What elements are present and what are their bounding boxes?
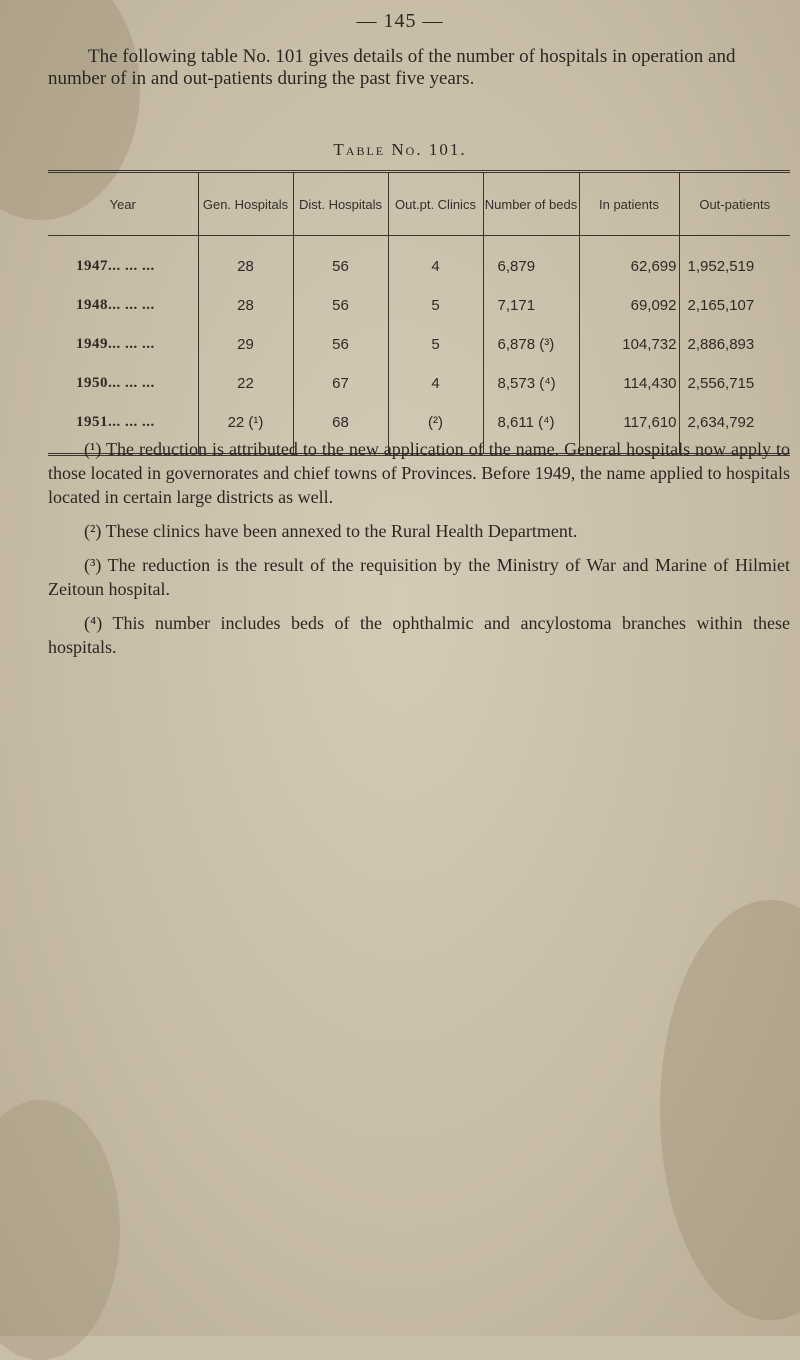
cell-in: 117,610 (579, 403, 679, 453)
cell-clinics: (²) (388, 403, 483, 453)
header-gen-hospitals: Gen. Hospitals (198, 173, 293, 236)
cell-year: 1950... ... ... (48, 364, 198, 403)
cell-in: 114,430 (579, 364, 679, 403)
header-in-patients: In patients (579, 173, 679, 236)
cell-beds: 8,611 (⁴) (483, 403, 579, 453)
cell-clinics: 5 (388, 325, 483, 364)
cell-year: 1948... ... ... (48, 286, 198, 325)
cell-gen: 22 (198, 364, 293, 403)
cell-in: 62,699 (579, 236, 679, 287)
table-row (48, 325, 790, 364)
cell-in: 69,092 (579, 286, 679, 325)
cell-year: 1949... ... ... (48, 325, 198, 364)
footnote (48, 553, 790, 601)
hospitals-table (48, 170, 790, 456)
cell-beds: 6,879 (483, 236, 579, 287)
footnote (48, 437, 790, 509)
cell-clinics: 5 (388, 286, 483, 325)
footnote-mark: (⁴) (84, 613, 103, 633)
footnotes (48, 437, 790, 669)
cell-out: 2,165,107 (687, 297, 755, 314)
table-caption: Table No. 101. (333, 140, 467, 159)
header-dist-hospitals: Dist. Hospitals (293, 173, 388, 236)
header-year: Year (48, 173, 198, 236)
footnote (48, 611, 790, 659)
footnote-mark: (³) (84, 555, 102, 575)
cell-dist: 68 (293, 403, 388, 453)
paper-stain (0, 1100, 120, 1360)
header-number-of-beds: Number of beds (483, 173, 579, 236)
cell-dist: 56 (293, 236, 388, 287)
table-row (48, 286, 790, 325)
cell-beds: 7,171 (483, 286, 579, 325)
footnote-mark: (²) (84, 521, 102, 541)
table-header-row (48, 173, 790, 236)
footnote-text: This number includes beds of the ophthalmic and ancylostoma branches within these hospitals. (48, 613, 790, 657)
cell-clinics: 4 (388, 236, 483, 287)
cell-dist: 56 (293, 325, 388, 364)
cell-dist: 67 (293, 364, 388, 403)
page-number: — 145 — (356, 10, 444, 32)
table-row (48, 364, 790, 403)
cell-out: 2,556,715 (687, 375, 755, 392)
footnote-text: The reduction is the result of the requisition by the Ministry of War and Marine of Hilmiet Zeitoun hospital. (48, 555, 790, 599)
cell-gen: 28 (198, 236, 293, 287)
paper-stain (660, 900, 800, 1320)
cell-out: 1,952,519 (687, 258, 755, 275)
cell-out: 2,886,893 (687, 336, 755, 353)
table-row (48, 236, 790, 287)
footnote-text: These clinics have been annexed to the Rural Health Department. (105, 521, 578, 541)
cell-gen: 22 (¹) (198, 403, 293, 453)
cell-beds: 8,573 (⁴) (483, 364, 579, 403)
header-out-patients: Out-patients (679, 173, 790, 236)
footnote-mark: (¹) (84, 439, 102, 459)
cell-gen: 28 (198, 286, 293, 325)
cell-year: 1947... ... ... (48, 236, 198, 287)
cell-gen: 29 (198, 325, 293, 364)
cell-dist: 56 (293, 286, 388, 325)
cell-beds: 6,878 (³) (483, 325, 579, 364)
cell-out: 2,634,792 (687, 414, 755, 431)
header-outpt-clinics: Out.pt. Clinics (388, 173, 483, 236)
footnote (48, 519, 790, 543)
cell-year: 1951... ... ... (48, 403, 198, 453)
intro-paragraph: The following table No. 101 gives details of the number of hospitals in operation and number of in and out-patients during the past five years. (48, 46, 736, 89)
cell-clinics: 4 (388, 364, 483, 403)
footnote-text: The reduction is attributed to the new application of the name. General hospitals now apply to those located in governorates and chief towns of Provinces. Before 1949, the name applied to hospitals located in certain large districts as well. (48, 439, 790, 507)
cell-in: 104,732 (579, 325, 679, 364)
